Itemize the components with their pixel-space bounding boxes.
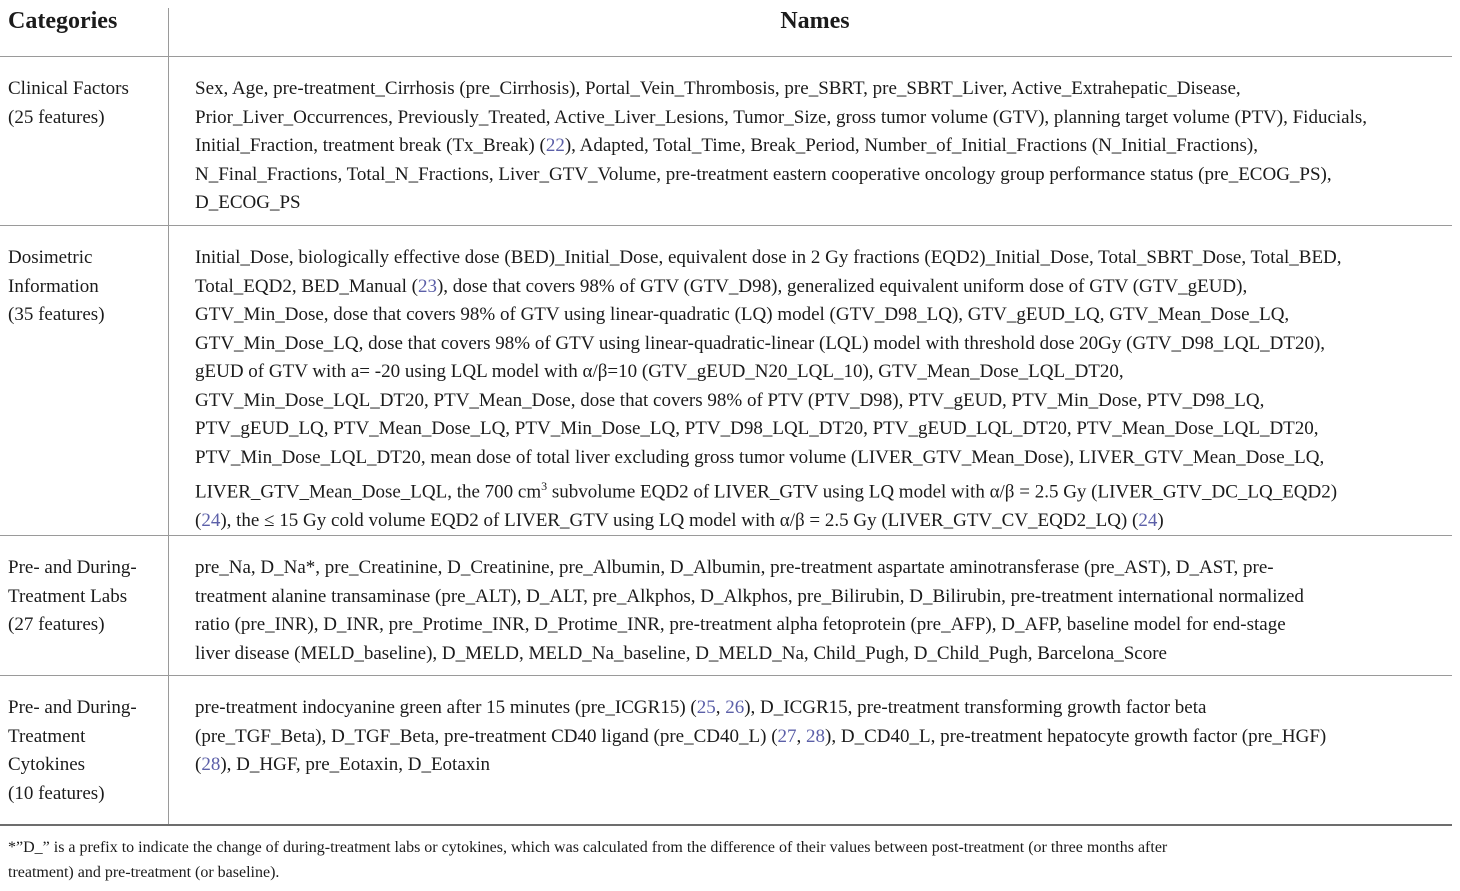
names-line bbox=[195, 301, 1453, 330]
names-line bbox=[195, 554, 1453, 583]
text-segment: ), D_HGF, pre_Eotaxin, D_Eotaxin bbox=[220, 754, 491, 775]
names-line bbox=[195, 161, 1453, 190]
names-line bbox=[195, 611, 1453, 640]
names-line bbox=[195, 751, 1453, 780]
names-line bbox=[195, 330, 1453, 359]
superscript: 3 bbox=[541, 479, 548, 493]
text-segment: subvolume EQD2 of LIVER_GTV using LQ model with α/β = 2.5 Gy (LIVER_GTV_DC_LQ_EQD2) bbox=[547, 481, 1338, 503]
names-cell bbox=[195, 554, 1453, 668]
text-segment: Prior_Liver_Occurrences, Previously_Treated, Active_Liver_Lesions, Tumor_Size, gross tumor volume (GTV), planning target volume (PTV), Fiducials, bbox=[195, 106, 1368, 128]
table-row bbox=[0, 536, 1460, 675]
category-line: (25 features) bbox=[8, 106, 105, 128]
category-line: (10 features) bbox=[8, 782, 105, 804]
category-line: Dosimetric bbox=[8, 247, 93, 268]
category-line: Pre- and During- bbox=[8, 557, 137, 578]
reference-link[interactable]: 24 bbox=[1138, 509, 1158, 531]
text-segment: N_Final_Fractions, Total_N_Fractions, Liver_GTV_Volume, pre-treatment eastern cooperative oncology group performance status (pre_ECOG_PS), bbox=[195, 163, 1332, 185]
text-segment: ( bbox=[195, 754, 202, 775]
text-segment: gEUD of GTV with a= -20 using LQL model with α/β=10 (GTV_gEUD_N20_LQL_10), GTV_Mean_Dose_LQL_DT20, bbox=[195, 361, 1124, 382]
names-line bbox=[195, 273, 1453, 302]
names-line bbox=[195, 507, 1453, 536]
category-cell bbox=[8, 75, 168, 132]
text-segment: Total_EQD2, BED_Manual ( bbox=[195, 275, 418, 297]
names-line bbox=[195, 694, 1453, 723]
names-line bbox=[195, 358, 1453, 387]
text-segment: ), D_ICGR15, pre-treatment transforming growth factor beta bbox=[744, 697, 1207, 718]
text-segment: ), dose that covers 98% of GTV (GTV_D98), generalized equivalent uniform dose of GTV (GTV_gEUD), bbox=[436, 275, 1248, 297]
text-segment: treatment alanine transaminase (pre_ALT), D_ALT, pre_Alkphos, D_Alkphos, pre_Bilirubin, D_Bilirubin, pre-treatment international normalized bbox=[195, 585, 1304, 607]
reference-link[interactable]: 27 bbox=[777, 725, 797, 747]
text-segment: ), Adapted, Total_Time, Break_Period, Number_of_Initial_Fractions (N_Initial_Fractions), bbox=[564, 135, 1258, 156]
category-line: (35 features) bbox=[8, 304, 105, 325]
names-line bbox=[195, 387, 1453, 416]
category-line: Information bbox=[8, 275, 99, 297]
names-line bbox=[195, 472, 1453, 507]
reference-link[interactable]: 22 bbox=[545, 135, 565, 156]
header-names: Names bbox=[780, 8, 850, 34]
table-row bbox=[0, 676, 1460, 824]
names-line bbox=[195, 189, 1453, 218]
table-bottom-rule bbox=[0, 824, 1452, 826]
text-segment: ), the ≤ 15 Gy cold volume EQD2 of LIVER_GTV using LQ model with α/β = 2.5 Gy (LIVER_GTV_CV_EQD2_LQ) ( bbox=[220, 509, 1139, 531]
reference-link[interactable]: 28 bbox=[806, 725, 826, 747]
text-segment: PTV_Min_Dose_LQL_DT20, mean dose of total liver excluding gross tumor volume (LIVER_GTV_Mean_Dose), LIVER_GTV_Mean_Dose_LQ, bbox=[195, 446, 1325, 468]
text-segment: GTV_Min_Dose, dose that covers 98% of GTV using linear-quadratic (LQ) model (GTV_D98_LQ), GTV_gEUD_LQ, GTV_Mean_Dose_LQ, bbox=[195, 304, 1290, 325]
category-line: (27 features) bbox=[8, 614, 105, 635]
names-line bbox=[195, 723, 1453, 752]
text-segment: (pre_TGF_Beta), D_TGF_Beta, pre-treatment CD40 ligand (pre_CD40_L) ( bbox=[195, 725, 778, 747]
text-segment: Sex, Age, pre-treatment_Cirrhosis (pre_Cirrhosis), Portal_Vein_Thrombosis, pre_SBRT, pre_SBRT_Liver, Active_Extrahepatic_Disease, bbox=[195, 78, 1241, 99]
footnote-line: treatment) and pre-treatment (or baseline). bbox=[8, 863, 280, 881]
category-line: Pre- and During- bbox=[8, 697, 137, 718]
text-segment: GTV_Min_Dose_LQ, dose that covers 98% of GTV using linear-quadratic-linear (LQL) model with threshold dose 20Gy (GTV_D98_LQL_DT20), bbox=[195, 332, 1326, 354]
names-line bbox=[195, 444, 1453, 473]
text-segment: Initial_Fraction, treatment break (Tx_Break) ( bbox=[195, 135, 546, 156]
text-segment: ratio (pre_INR), D_INR, pre_Protime_INR, D_Protime_INR, pre-treatment alpha fetoprotein (pre_AFP), D_AFP, baseline model for end-stage bbox=[195, 614, 1286, 635]
table-row bbox=[0, 57, 1460, 225]
text-segment: pre_Na, D_Na*, pre_Creatinine, D_Creatinine, pre_Albumin, D_Albumin, pre-treatment aspartate aminotransferase (pre_AST), D_AST, pre- bbox=[195, 557, 1274, 578]
text-segment: , bbox=[796, 725, 807, 747]
footnote-line: *”D_” is a prefix to indicate the change of during-treatment labs or cytokines, which was calculated from the difference of their values between post-treatment (or three months after bbox=[8, 839, 1168, 856]
reference-link[interactable]: 26 bbox=[725, 697, 745, 718]
category-line: Treatment bbox=[8, 725, 86, 747]
text-segment: ( bbox=[195, 509, 202, 531]
category-line: Cytokines bbox=[8, 754, 86, 775]
table-footnote bbox=[8, 836, 1452, 885]
category-cell bbox=[8, 694, 168, 808]
table-row bbox=[0, 226, 1460, 535]
text-segment: D_ECOG_PS bbox=[195, 192, 301, 213]
text-segment: GTV_Min_Dose_LQL_DT20, PTV_Mean_Dose, dose that covers 98% of PTV (PTV_D98), PTV_gEUD, PTV_Min_Dose, PTV_D98_LQ, bbox=[195, 389, 1265, 411]
reference-link[interactable]: 24 bbox=[201, 509, 221, 531]
text-segment: Initial_Dose, biologically effective dose (BED)_Initial_Dose, equivalent dose in 2 Gy fractions (EQD2)_Initial_Dose, Total_SBRT_Dose, Total_BED, bbox=[195, 247, 1342, 268]
text-segment: PTV_gEUD_LQ, PTV_Mean_Dose_LQ, PTV_Min_Dose_LQ, PTV_D98_LQL_DT20, PTV_gEUD_LQL_DT20, PTV_Mean_Dose_LQL_DT20, bbox=[195, 418, 1319, 439]
names-cell bbox=[195, 694, 1453, 780]
text-segment: ), D_CD40_L, pre-treatment hepatocyte growth factor (pre_HGF) bbox=[825, 725, 1327, 747]
names-line bbox=[195, 104, 1453, 133]
category-line: Clinical Factors bbox=[8, 78, 129, 99]
names-line bbox=[195, 132, 1453, 161]
names-line bbox=[195, 75, 1453, 104]
reference-link[interactable]: 28 bbox=[201, 754, 221, 775]
text-segment: pre-treatment indocyanine green after 15 minutes (pre_ICGR15) ( bbox=[195, 697, 697, 718]
names-cell bbox=[195, 244, 1453, 535]
category-cell bbox=[8, 244, 168, 330]
names-line bbox=[195, 583, 1453, 612]
names-line bbox=[195, 415, 1453, 444]
text-segment: LIVER_GTV_Mean_Dose_LQL, the 700 cm bbox=[195, 481, 542, 503]
table-header bbox=[0, 0, 1460, 56]
header-categories: Categories bbox=[8, 8, 118, 34]
category-line: Treatment Labs bbox=[8, 585, 128, 607]
text-segment: ) bbox=[1157, 509, 1164, 531]
names-cell bbox=[195, 75, 1453, 218]
text-segment: , bbox=[715, 697, 726, 718]
names-line bbox=[195, 640, 1453, 669]
names-line bbox=[195, 244, 1453, 273]
text-segment: liver disease (MELD_baseline), D_MELD, MELD_Na_baseline, D_MELD_Na, Child_Pugh, D_Child_Pugh, Barcelona_Score bbox=[195, 642, 1167, 664]
reference-link[interactable]: 25 bbox=[696, 697, 716, 718]
reference-link[interactable]: 23 bbox=[417, 275, 437, 297]
category-cell bbox=[8, 554, 168, 640]
